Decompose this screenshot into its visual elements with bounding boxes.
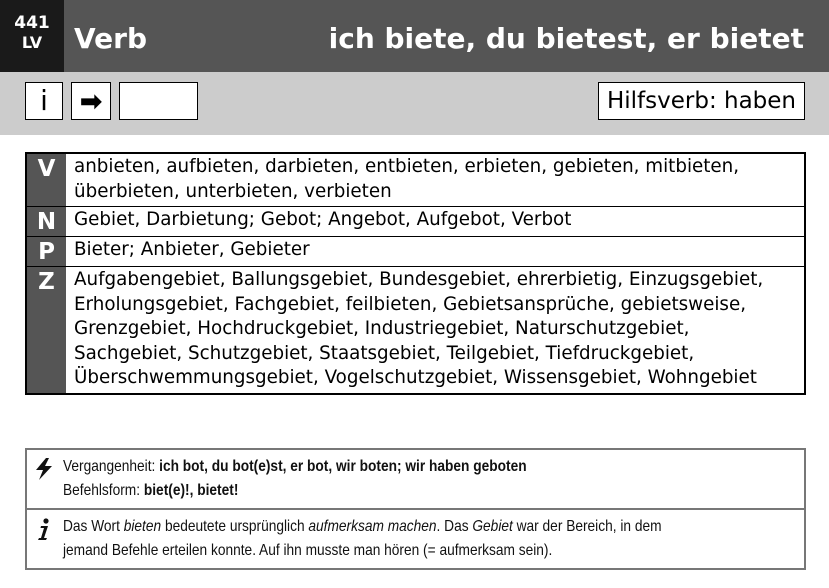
- header-bar: [0, 0, 829, 72]
- row-letter: P: [27, 237, 66, 266]
- info-term: Gebiet: [472, 518, 513, 535]
- hilfsverb-box: Hilfsverb: haben: [598, 82, 805, 120]
- grammar-note: [27, 450, 804, 508]
- table-row-z: [27, 266, 804, 393]
- notes-box: [25, 448, 806, 570]
- row-text: Gebiet, Darbietung; Gebot; Angebot, Aufgebot, Verbot: [74, 209, 572, 230]
- vergangenheit-label: Vergangenheit:: [63, 458, 156, 475]
- info-term: bieten: [123, 518, 162, 535]
- row-letter: N: [27, 207, 66, 236]
- entry-number: 441: [14, 13, 50, 33]
- row-letter: Z: [27, 267, 66, 393]
- verb-forms: ich biete, du bietest, er bietet: [328, 22, 804, 55]
- arrow-right-button[interactable]: ➡: [71, 82, 111, 120]
- info-note: [27, 508, 804, 568]
- word-class-title: Verb: [74, 22, 147, 55]
- info-text-part: Das Wort: [63, 518, 124, 535]
- info-note-text: [63, 515, 710, 563]
- entry-number-box: [0, 0, 64, 72]
- row-text: Bieter; Anbieter, Gebieter: [74, 239, 310, 260]
- table-row-v: [27, 154, 804, 206]
- table-row-p: [27, 236, 804, 266]
- info-text-part: . Das: [436, 518, 473, 535]
- row-text: anbieten, aufbieten, darbieten, entbieten, erbieten, gebieten, mitbieten, überbieten, unterbieten, verbieten: [74, 156, 740, 202]
- info-text-part: war der Bereich, in dem jemand Befehle erteilen konnte. Auf ihn musste man hören (= aufmerksam sein).: [63, 518, 662, 559]
- info-button[interactable]: i: [25, 82, 63, 120]
- info-text-part: bedeutete ursprünglich: [161, 518, 309, 535]
- word-family-table: [25, 152, 806, 395]
- table-row-n: [27, 206, 804, 236]
- befehlsform-value: biet(e)!, bietet!: [143, 482, 239, 499]
- vergangenheit-value: ich bot, du bot(e)st, er bot, wir boten; wir haben geboten: [159, 458, 527, 475]
- lightning-icon: [33, 455, 63, 503]
- info-term: aufmerksam machen: [308, 518, 437, 535]
- entry-level: LV: [21, 33, 43, 52]
- blank-box: [119, 82, 198, 120]
- grammar-note-text: [63, 455, 710, 503]
- row-letter: V: [27, 154, 66, 206]
- row-text: Aufgabengebiet, Ballungsgebiet, Bundesgebiet, ehrerbietig, Einzugsgebiet, Erholungsgebiet, Fachgebiet, feilbieten, Gebietsansprüche, gebietsweise, Grenzgebiet, Hochdruckgebiet, Industriegebiet, Naturschutzgebiet, Sachgebiet, Schutzgebiet, Staatsgebiet, Teilgebiet, Tiefdruckgebiet, Überschwemmungsgebiet, Vogelschutzgebiet, Wissensgebiet, Wohngebiet: [74, 269, 764, 388]
- info-icon: [33, 515, 63, 563]
- befehlsform-label: Befehlsform:: [63, 482, 141, 499]
